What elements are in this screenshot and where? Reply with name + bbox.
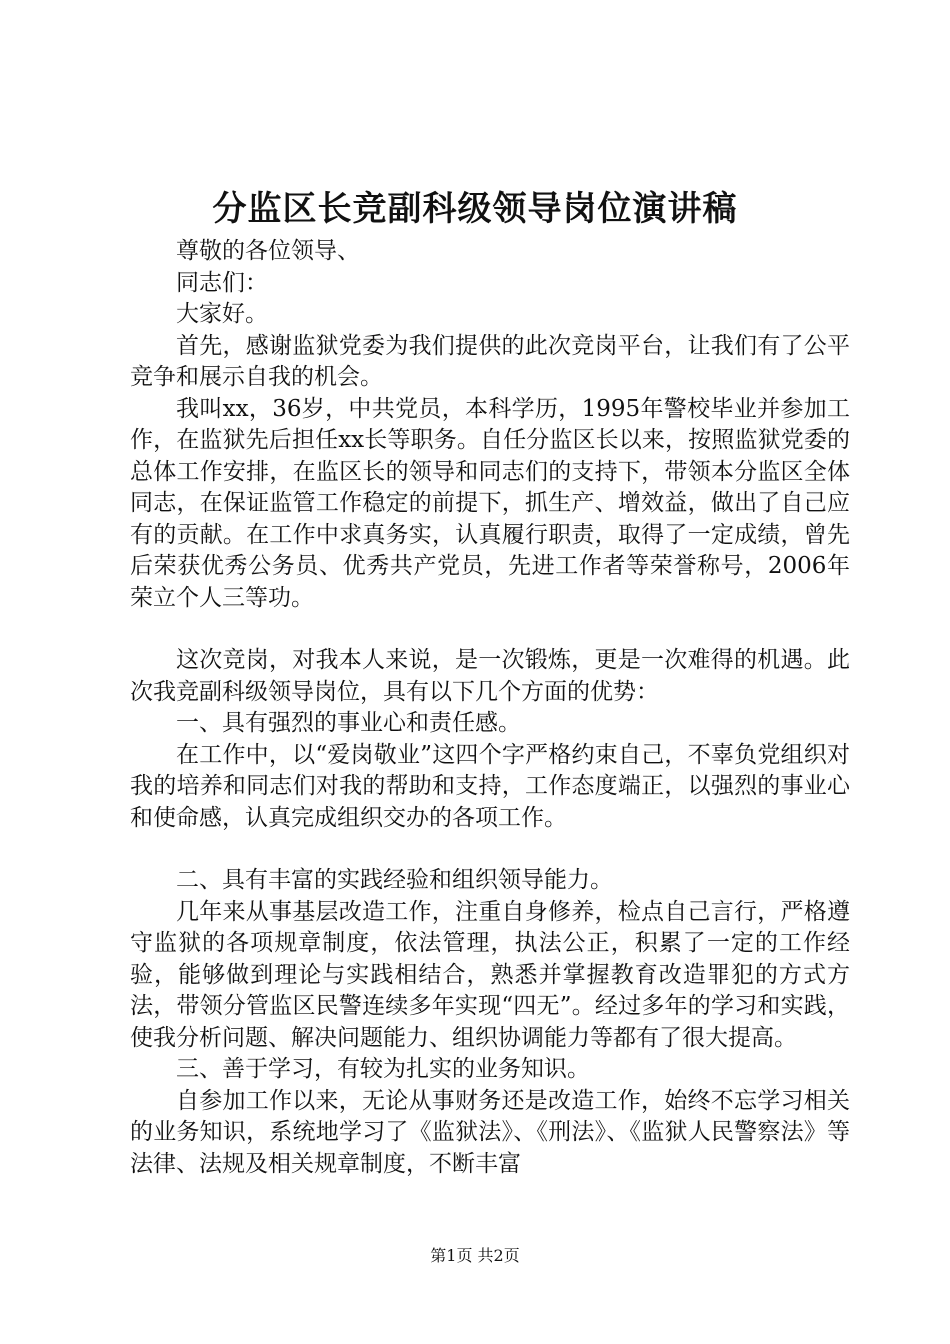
- paragraph-point-one: 在工作中，以“爱岗敬业”这四个字严格约束自己，不辜负党组织对我的培养和同志们对我的帮助和支持，工作态度端正，以强烈的事业心和使命感，认真完成组织交办的各项工作。: [130, 741, 850, 831]
- salutation-line-1: 尊敬的各位领导、: [176, 238, 360, 264]
- paragraph-opportunity: 这次竞岗，对我本人来说，是一次锻炼，更是一次难得的机遇。此次我竞副科级领导岗位，具有以下几个方面的优势：: [130, 647, 850, 705]
- paragraph-introduction: 我叫xx，36岁，中共党员，本科学历，1995年警校毕业并参加工作，在监狱先后担任xx长等职务。自任分监区长以来，按照监狱党委的总体工作安排，在监区长的领导和同志们的支持下，带领本分监区全体同志，在保证监管工作稳定的前提下，抓生产、增效益，做出了自己应有的贡献。在工作中求真务实，认真履行职责，取得了一定成绩，曾先后荣获优秀公务员、优秀共产党员，先进工作者等荣誉称号，2006年荣立个人三等功。: [130, 395, 850, 611]
- paragraph-thanks: 首先，感谢监狱党委为我们提供的此次竞岗平台，让我们有了公平竞争和展示自我的机会。: [130, 332, 850, 390]
- page-footer: 第1页 共2页: [430, 1246, 520, 1265]
- document-body: [130, 236, 850, 1180]
- greeting: 大家好。: [176, 301, 268, 327]
- paragraph-point-three: 自参加工作以来，无论从事财务还是改造工作，始终不忘学习相关的业务知识，系统地学习了《监狱法》、《刑法》、《监狱人民警察法》等法律、法规及相关规章制度，不断丰富: [130, 1087, 850, 1177]
- document-title: 分监区长竞副科级领导岗位演讲稿: [212, 189, 738, 229]
- heading-point-two: 二、具有丰富的实践经验和组织领导能力。: [176, 867, 613, 893]
- paragraph-point-two: 几年来从事基层改造工作，注重自身修养，检点自己言行，严格遵守监狱的各项规章制度，依法管理，执法公正，积累了一定的工作经验，能够做到理论与实践相结合，熟悉并掌握教育改造罪犯的方式方法，带领分管监区民警连续多年实现“四无”。经过多年的学习和实践，使我分析问题、解决问题能力、组织协调能力等都有了很大提高。: [130, 898, 850, 1051]
- heading-point-three: 三、善于学习，有较为扎实的业务知识。: [176, 1056, 590, 1082]
- salutation-line-2: 同志们：: [176, 269, 268, 296]
- heading-point-one: 一、具有强烈的事业心和责任感。: [176, 710, 521, 736]
